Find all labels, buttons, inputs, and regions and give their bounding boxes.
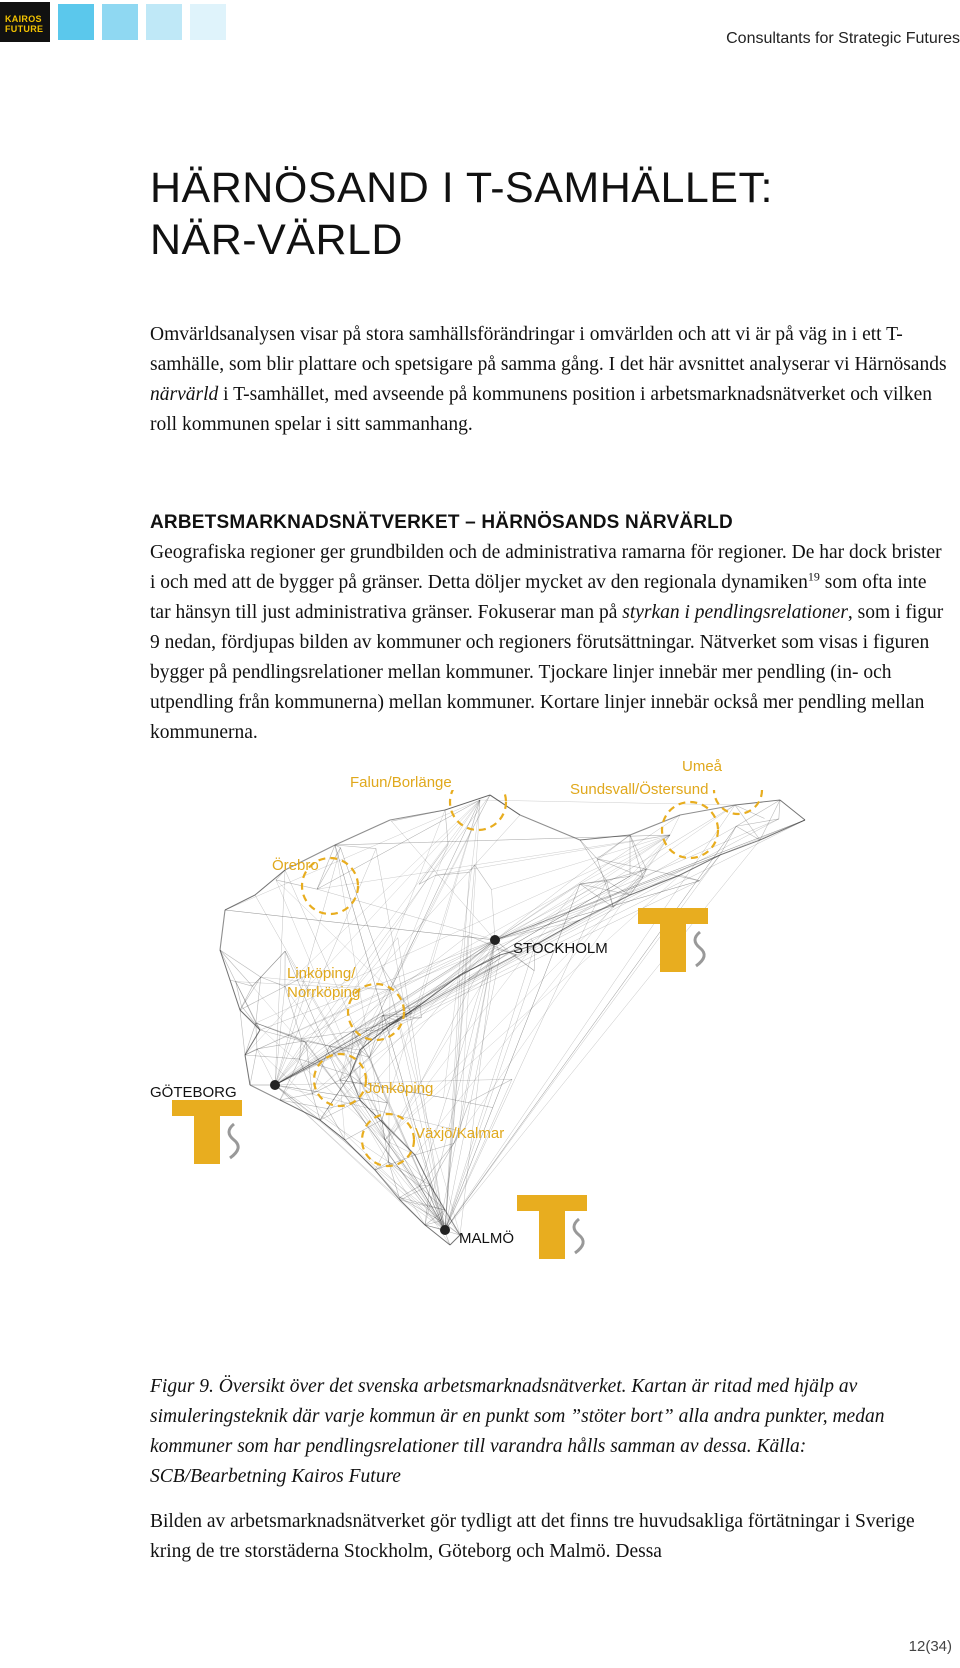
label-linkoping-line2: Norrköping [287, 984, 361, 1001]
network-edge [420, 800, 480, 1005]
network-edge [220, 910, 225, 950]
network-edge [220, 950, 230, 980]
section-emphasis: styrkan i pendlingsrelationer [622, 602, 848, 623]
network-edge [360, 940, 495, 1100]
network-edge [335, 820, 390, 845]
network-edge [327, 1109, 345, 1140]
network-edge [236, 982, 242, 1006]
figure-caption: Figur 9. Översikt över det svenska arbetsmarknadsnätverket. Kartan är ritad med hjälp av simuleringsteknik där varje kommun är en punkt som ”stöter bort” alla andra punkter, medan kommuner som har pendlingsrelationer till varandra hålls samman av dessa. Källa: SCB/Bearbetning Kairos Future [150, 1376, 885, 1487]
city-hub-node [490, 935, 500, 945]
network-edge [317, 845, 335, 889]
page-title: HÄRNÖSAND I T-SAMHÄLLET: NÄR-VÄRLD [150, 164, 773, 264]
network-edge [280, 1100, 320, 1120]
network-edge [240, 1010, 245, 1055]
network-edge [225, 895, 255, 910]
network-edge [580, 840, 597, 859]
network-edge [340, 1080, 450, 1245]
header-square-1 [58, 4, 94, 40]
network-edge [780, 800, 805, 820]
intro-emphasis: närvärld [150, 384, 219, 405]
header-square-4 [190, 4, 226, 40]
intro-paragraph [150, 320, 950, 440]
label-orebro: Örebro [272, 857, 319, 874]
intro-text-1: Omvärldsanalysen visar på stora samhällsförändringar i omvärlden och att vi är på väg in i ett T-samhälle, som blir plattare och spetsigare på samma gång. I det här avsnittet analyserar vi Härnösands [150, 324, 947, 375]
network-edge [680, 855, 720, 875]
network-edge [495, 819, 779, 940]
network-edge [375, 1170, 400, 1197]
network-edge [257, 1041, 304, 1049]
network-edge [230, 980, 252, 986]
network-edge [385, 884, 580, 1140]
network-edge [436, 872, 470, 875]
section-paragraph [150, 538, 950, 748]
network-edge [236, 982, 256, 1023]
network-edge [445, 826, 736, 1230]
network-edge [245, 800, 480, 1055]
network-edge [391, 821, 495, 940]
kairos-future-logo [0, 2, 50, 42]
region-circle [714, 790, 762, 814]
t-shape-icon [172, 1100, 242, 1164]
network-edge [257, 1049, 275, 1085]
label-linkoping [287, 964, 360, 1002]
network-edge [376, 849, 445, 1230]
network-edge [390, 820, 805, 990]
label-linkoping-line1: Linköping/ [287, 965, 356, 982]
network-edge [415, 835, 670, 1155]
section-text-2: som ofta inte tar hänsyn till just administrativa gränser. Fokuserar man på [150, 572, 927, 623]
label-umea: Umeå [682, 758, 723, 775]
label-sundsvall-ostersund: Sundsvall/Östersund [570, 781, 709, 798]
header-square-3 [146, 4, 182, 40]
t-shape-icons [172, 908, 708, 1259]
footnote-marker[interactable]: 19 [807, 569, 820, 584]
city-hub-node [440, 1225, 450, 1235]
label-goteborg: GÖTEBORG [150, 1084, 237, 1101]
network-edge [385, 877, 643, 1140]
network-edge [245, 1055, 250, 1085]
network-edge [250, 1049, 257, 1085]
network-edge [220, 950, 236, 982]
label-stockholm: STOCKHOLM [513, 940, 608, 957]
network-edge [520, 815, 580, 840]
label-falun-borlange: Falun/Borlänge [350, 774, 452, 791]
network-edge [285, 800, 480, 986]
network-edge [240, 1010, 385, 1140]
logo-line-2: FUTURE [5, 24, 44, 34]
network-edge [252, 977, 260, 986]
labor-market-network-figure [150, 758, 860, 1330]
label-jonkoping: Jönköping [365, 1080, 434, 1097]
network-edge [340, 810, 445, 1080]
intro-text-2: i T-samhället, med avseende på kommunens position i arbetsmarknadsnätverket och vilken roll kommunen spelar i sitt sammanhang. [150, 384, 932, 435]
header-square-2 [102, 4, 138, 40]
label-vaxjo-kalmar: Växjö/Kalmar [415, 1125, 505, 1142]
header-tagline: Consultants for Strategic Futures [726, 30, 960, 47]
network-edge [225, 800, 480, 910]
section-text-3: , som i figur 9 nedan, fördjupas bilden av kommuner och regioners förutsättningar. Nätverket som visas i figuren bygger på pendlingsrelationer mellan kommuner. Tjockare linjer innebär mer pendling (in- och utpendling från kommunerna) mellan kommuner. Kortare linjer innebär också mer pendling mellan kommunerna. [150, 602, 944, 743]
network-edge [245, 1055, 300, 1059]
region-circle [662, 802, 718, 858]
network-edge [779, 800, 780, 819]
t-shape-icon [638, 908, 708, 972]
region-circle [450, 790, 506, 830]
section-heading: ARBETSMARKNADSNÄTVERKET – HÄRNÖSANDS NÄRVÄRLD [150, 512, 733, 533]
network-edge [445, 805, 735, 1230]
network-edge [335, 845, 376, 849]
label-malmo: MALMÖ [459, 1230, 515, 1247]
logo-line-1: KAIROS [5, 14, 42, 24]
network-edge [445, 945, 535, 1230]
network-edge [735, 805, 760, 840]
network-edge [275, 1041, 304, 1085]
network-map [150, 790, 860, 1330]
network-edge [301, 800, 480, 1039]
city-hub-node [270, 1080, 280, 1090]
page-number: 12(34) [908, 1638, 952, 1655]
network-edge [276, 880, 317, 889]
section-text-1: Geografiska regioner ger grundbilden och de administrativa ramarna för regioner. De har dock brister i och med att de bygger på gränser. Detta döljer mycket av den regionala dynamiken [150, 542, 942, 593]
network-edge [391, 810, 445, 821]
t-shape-icon [517, 1195, 587, 1259]
network-edge [275, 870, 285, 1085]
network-edge [475, 865, 492, 889]
closing-paragraph: Bilden av arbetsmarknadsnätverket gör tydligt att det finns tre huvudsakliga förtätningar i Sverige kring de tre storstäderna Stockholm, Göteborg och Malmö. Dessa [150, 1511, 915, 1562]
